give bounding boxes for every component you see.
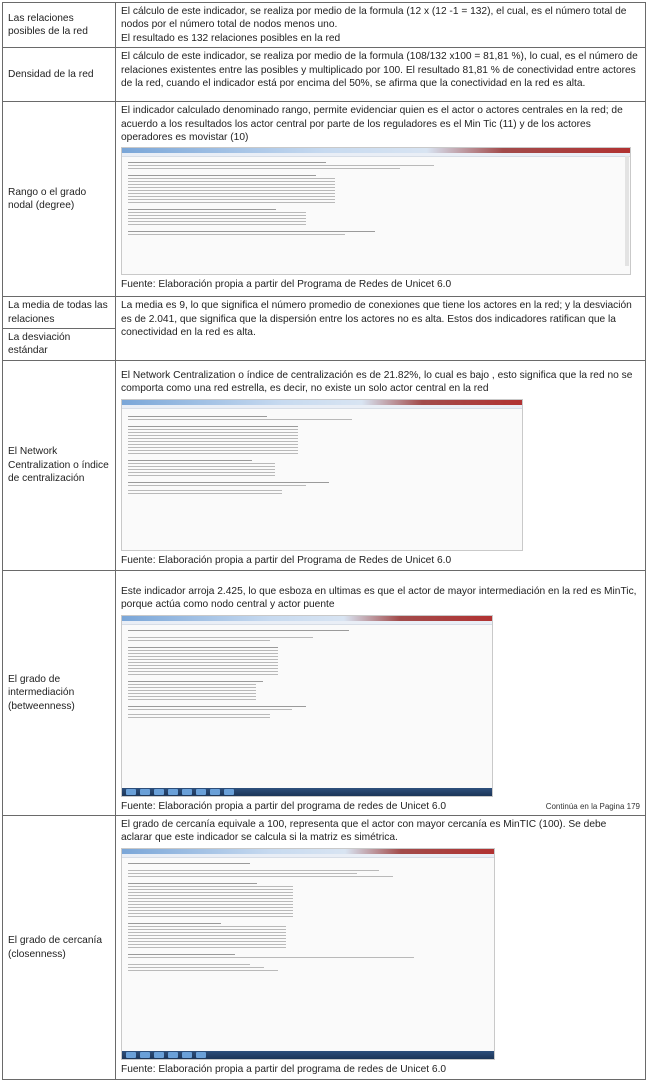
row-label: Las relaciones posibles de la red	[3, 3, 116, 48]
row-label: Densidad de la red	[3, 48, 116, 102]
figure-source: Fuente: Elaboración propia a partir del Programa de Redes de Unicet 6.0	[121, 279, 452, 291]
table-row	[3, 297, 646, 329]
row-content	[116, 570, 646, 815]
ucinet-screenshot-centralization	[121, 399, 523, 551]
row-text: El indicador calculado denominado rango, permite evidenciar quien es el actor o actores centrales en la red; de acuerdo a los resultados los actor central por parte de los reguladores es el Min Tic (11) y de los actores operadores es movistar (10)	[121, 105, 623, 144]
row-label: El grado de cercanía (closenness)	[3, 816, 116, 1080]
table-row	[3, 570, 646, 815]
row-text: El cálculo de este indicador, se realiza por medio de la formula (12 x (12 -1 = 132), el cual, es el número total de nodos por el número total de nodos menos uno.	[121, 6, 627, 31]
figure-source: Fuente: Elaboración propia a partir del programa de redes de Unicet 6.0	[121, 800, 447, 812]
row-text: El Network Centralization o índice de centralización es de 21.82%, lo cual es bajo , esto significa que la red no se comporta como una red estrella, es decir, no existe un solo actor central en la red	[121, 369, 633, 395]
table-row	[3, 360, 646, 570]
continue-note: Continúa en la Pagina 179	[545, 801, 640, 811]
table-row	[3, 48, 646, 102]
row-text: El grado de cercanía equivale a 100, representa que el actor con mayor cercanía es MinTIC (100). Se debe aclarar que este indicador se calcula si la matriz es simétrica.	[121, 819, 607, 844]
figure-source: Fuente: Elaboración propia a partir del programa de redes de Unicet 6.0	[121, 1063, 447, 1075]
row-label: La media de todas las relaciones	[3, 297, 116, 329]
row-label: El grado de intermediación (betweenness)	[3, 570, 116, 815]
row-content	[116, 3, 646, 48]
ucinet-screenshot-closeness	[121, 848, 495, 1060]
taskbar	[122, 788, 492, 796]
row-text: Este indicador arroja 2.425, lo que esboza en ultimas es que el actor de mayor intermediación en la red es MinTic, porque actúa como nodo central y actor puente	[121, 585, 637, 611]
indicators-table	[2, 2, 646, 1080]
ucinet-screenshot-betweenness	[121, 615, 493, 797]
row-label: El Network Centralization o índice de centralización	[3, 360, 116, 570]
row-content	[116, 816, 646, 1080]
table-row	[3, 816, 646, 1080]
ucinet-screenshot-degree	[121, 147, 631, 275]
table-row	[3, 102, 646, 297]
row-label-secondary: La desviación estándar	[3, 329, 116, 361]
row-text-result: El resultado es 132 relaciones posibles en la red	[121, 32, 341, 44]
figure-source: Fuente: Elaboración propia a partir del Programa de Redes de Unicet 6.0	[121, 554, 452, 566]
row-text: La media es 9, lo que significa el número promedio de conexiones que tiene los actores en la red; y la desviación es de 2.041, que significa que la dispersión entre los actores no es alta. Estos dos indicadores ratifican que la conectividad en la red es alta.	[116, 297, 646, 361]
row-content	[116, 360, 646, 570]
taskbar	[122, 1051, 494, 1059]
row-text: El cálculo de este indicador, se realiza por medio de la formula (108/132 x100 = 81,81 %), lo cual, es el número de relaciones existentes entre las posibles y multiplicado por 100. El resultado 81,81 % de conectividad entre actores de la red, cuando el indicador está por encima del 50%, se afirma que la conectividad en la red es alta.	[116, 48, 646, 102]
row-content	[116, 102, 646, 297]
row-label: Rango o el grado nodal (degree)	[3, 102, 116, 297]
table-row	[3, 3, 646, 48]
